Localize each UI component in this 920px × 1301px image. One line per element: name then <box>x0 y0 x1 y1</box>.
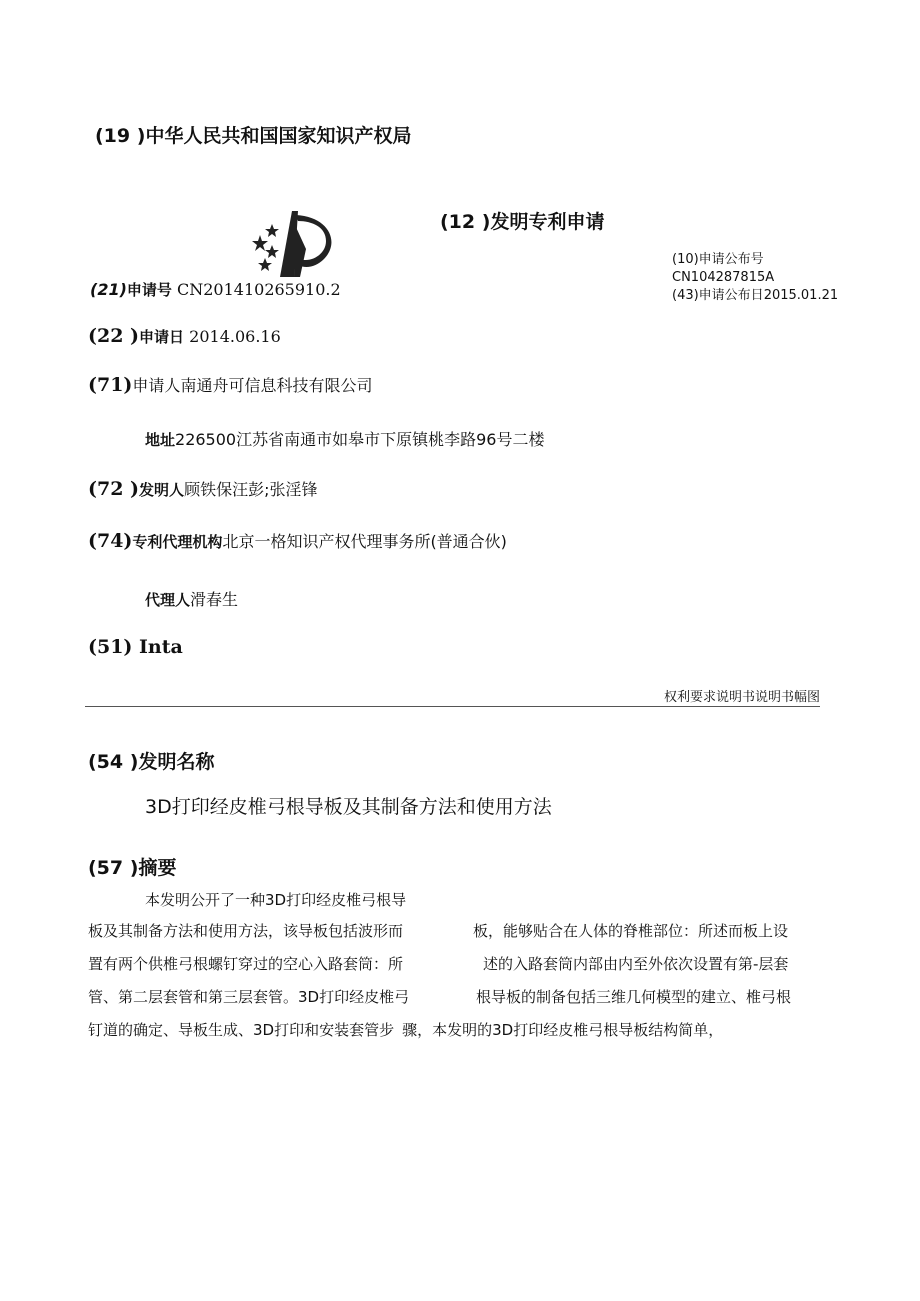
title-section-heading <box>88 747 214 774</box>
filing-date-row <box>88 325 281 347</box>
abstract-line-3-right: 述的入路套筒内部由内至外依次设置有第-层套 <box>483 955 789 973</box>
abstract-line-5 <box>88 1019 723 1040</box>
abstract-line-3-left: 置有两个供椎弓根螺钉穿过的空心入路套筒：所 <box>88 955 404 973</box>
abstract-line-5-right: 骤，本发明的3D打印经皮椎弓根导板结构简单， <box>402 1021 724 1039</box>
address-label: 地址 <box>145 431 176 449</box>
abstract-heading <box>88 853 176 880</box>
abstract-line-2 <box>88 920 403 941</box>
publication-date-row <box>672 287 838 305</box>
application-number-label: 申请号 <box>126 281 172 299</box>
publication-info <box>672 251 838 305</box>
application-number-value: CN201410265910.2 <box>177 280 341 299</box>
abstract-label: 摘要 <box>138 857 177 879</box>
classification-value: Inta <box>139 636 183 658</box>
title-section-code: (54 ) <box>88 751 139 773</box>
publication-date: 2015.01.21 <box>763 288 839 303</box>
invention-title: 3D打印经皮椎弓根导板及其制备方法和使用方法 <box>145 796 552 818</box>
doc-type-code: (12 ) <box>440 211 491 233</box>
agency-row <box>88 529 507 552</box>
application-number-row <box>90 279 341 300</box>
filing-date-label: 申请日 <box>139 328 185 346</box>
office-name: 中华人民共和国国家知识产权局 <box>145 125 412 147</box>
inventors-value: 顾铁保汪彭;张淫锋 <box>184 480 318 499</box>
classification-code: (51) <box>88 636 133 658</box>
title-section-label: 发明名称 <box>138 751 215 773</box>
applicant-code: (71) <box>88 374 133 396</box>
abstract-line-1-left: 本发明公开了一种3D打印经皮椎弓根导 <box>145 891 407 909</box>
abstract-line-1 <box>145 889 406 910</box>
agency-code: (74) <box>88 530 133 552</box>
document-type <box>440 207 604 234</box>
agent-row <box>145 587 238 610</box>
applicant-label: 申请人 <box>132 376 181 395</box>
abstract-line-4 <box>88 986 409 1007</box>
publication-number-label: (10)申请公布号 <box>672 252 764 267</box>
applicant-value: 南通舟可信息科技有限公司 <box>180 376 373 395</box>
patent-office-logo <box>248 205 344 281</box>
abstract-code: (57 ) <box>88 857 139 879</box>
publication-number: CN104287815A <box>672 270 775 285</box>
application-number-code: (21) <box>90 280 127 299</box>
filing-date-code: (22 ) <box>88 325 140 347</box>
abstract-line-2-left: 板及其制备方法和使用方法，该导板包括波形而 <box>88 922 404 940</box>
office-header <box>95 121 411 148</box>
agent-value: 滑春生 <box>190 590 239 609</box>
abstract-line-4-left: 管、第二层套管和第三层套管。3D打印经皮椎弓 <box>88 988 410 1006</box>
abstract-line-3 <box>88 953 403 974</box>
office-code: (19 ) <box>95 125 146 147</box>
header-divider <box>85 706 820 707</box>
publication-date-label: (43)申请公布日 <box>672 288 764 303</box>
document-parts: 权利要求说明书说明书幅图 <box>663 690 820 705</box>
agent-label: 代理人 <box>145 591 191 609</box>
abstract-line-5-left: 钉道的确定、导板生成、3D打印和安装套管步 <box>88 1021 395 1039</box>
filing-date-value: 2014.06.16 <box>189 327 281 346</box>
address-value: 226500江苏省南通市如皋市下原镇桃李路96号二楼 <box>175 430 545 449</box>
doc-type-name: 发明专利申请 <box>490 211 605 233</box>
inventors-label: 发明人 <box>139 481 185 499</box>
abstract-line-4-right: 根导板的制备包括三维几何模型的建立、椎弓根 <box>476 988 792 1006</box>
classification-row <box>88 636 183 658</box>
abstract-line-2-right: 板，能够贴合在人体的脊椎部位：所述而板上设 <box>473 922 789 940</box>
logo-emblem-icon <box>248 205 344 281</box>
agency-value: 北京一格知识产权代理事务所(普通合伙) <box>222 532 507 551</box>
inventors-code: (72 ) <box>88 478 140 500</box>
agency-label: 专利代理机构 <box>132 533 223 551</box>
inventors-row <box>88 477 317 500</box>
applicant-address-row <box>145 427 544 450</box>
applicant-row <box>88 373 372 396</box>
